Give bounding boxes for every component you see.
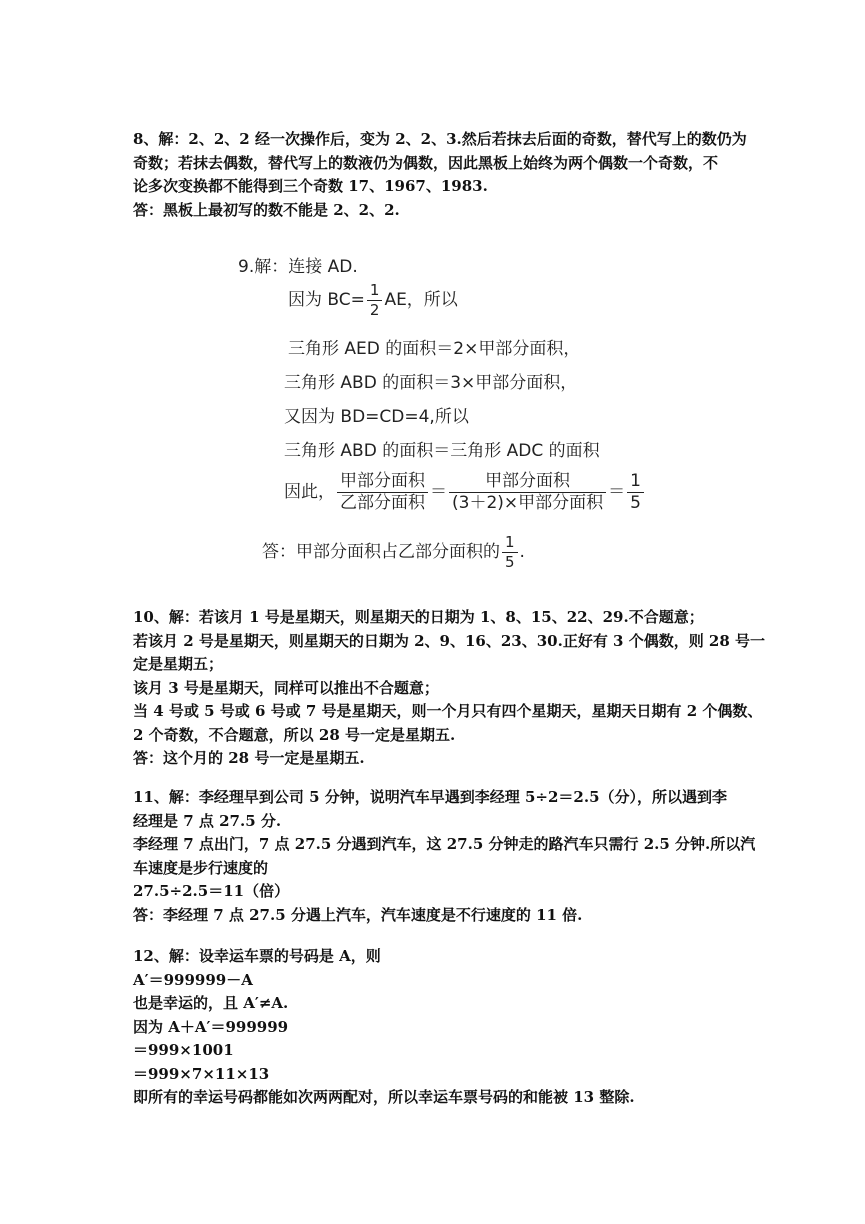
q9-line-2 <box>288 282 458 318</box>
q10-line: 2 个奇数，不合题意，所以 28 号一定是星期五. <box>133 725 456 744</box>
fraction-numerator: 1 <box>367 282 383 301</box>
q9-line-3: 三角形 AED 的面积＝2×甲部分面积， <box>288 339 581 359</box>
q9-line-5: 又因为 BD=CD=4,所以 <box>284 407 469 427</box>
q11-solution <box>133 786 756 927</box>
q8-line: 8、解：2、2、2 经一次操作后，变为 2、2、3.然后若抹去后面的奇数，替代写上的数仍为 <box>133 130 747 148</box>
fraction-denominator: 乙部分面积 <box>340 492 425 513</box>
q9-line-7-pre: 因此， <box>284 482 335 503</box>
q12-line: 也是幸运的，且 A′≠A. <box>133 994 289 1012</box>
fraction-ratio <box>337 472 428 512</box>
fraction-one-half <box>367 282 383 318</box>
q12-line: 因为 A＋A′＝999999 <box>133 1017 289 1036</box>
q12-solution <box>133 945 743 1110</box>
q8-line: 答：黑板上最初写的数不能是 2、2、2. <box>133 200 400 219</box>
q9-answer-text: 答：甲部分面积占乙部分面积的 <box>262 542 500 562</box>
q11-line: 李经理 7 点出门，7 点 27.5 分遇到汽车，这 27.5 分钟走的路汽车只需行 2.5 分钟.所以汽 <box>133 835 756 853</box>
q11-line: 答：李经理 7 点 27.5 分遇上汽车，汽车速度是不行速度的 11 倍. <box>133 905 583 924</box>
q11-line: 11、解：李经理早到公司 5 分钟，说明汽车早遇到李经理 5÷2＝2.5（分），所以遇到李 <box>133 788 728 806</box>
q9-solution-image <box>238 252 641 582</box>
q12-line: A′＝999999－A <box>133 970 253 989</box>
q9-line-4: 三角形 ABD 的面积＝3×甲部分面积， <box>284 373 578 393</box>
q9-answer-period: . <box>519 542 525 562</box>
fraction-expanded <box>449 472 606 512</box>
fraction-numerator: 甲部分面积 <box>449 472 606 493</box>
fraction-denominator: 5 <box>505 552 515 571</box>
q9-line-2-pre: 因为 BC= <box>288 290 365 310</box>
equals-sign: ＝ <box>608 482 626 503</box>
q10-line: 答：这个月的 28 号一定是星期五. <box>133 749 365 767</box>
q10-line: 定是星期五； <box>133 655 224 673</box>
fraction-answer <box>502 534 518 570</box>
fraction-denominator: (3＋2)×甲部分面积 <box>452 492 604 513</box>
q11-line: 经理是 7 点 27.5 分. <box>133 811 282 830</box>
fraction-denominator: 5 <box>630 492 641 513</box>
q10-solution <box>133 606 766 771</box>
q8-line: 奇数；若抹去偶数，替代写上的数液仍为偶数，因此黑板上始终为两个偶数一个奇数，不 <box>133 153 719 172</box>
q12-line: ＝999×7×11×13 <box>133 1064 270 1083</box>
equals-sign: ＝ <box>430 482 447 503</box>
q9-line-7 <box>284 472 646 512</box>
q10-line: 10、解：若该月 1 号是星期天，则星期天的日期为 1、8、15、22、29.不合题意； <box>133 608 704 626</box>
fraction-denominator: 2 <box>369 300 380 319</box>
q9-answer <box>262 534 525 570</box>
q9-line-2-post: AE，所以 <box>384 290 458 310</box>
q10-line: 该月 3 号是星期天，同样可以推出不合题意； <box>133 678 439 697</box>
fraction-numerator: 1 <box>502 534 518 553</box>
fraction-numerator: 甲部分面积 <box>337 472 428 493</box>
q8-solution <box>133 128 747 222</box>
q11-line: 车速度是步行速度的 <box>133 858 269 877</box>
q9-line-6: 三角形 ABD 的面积＝三角形 ADC 的面积 <box>284 441 600 461</box>
q10-line: 当 4 号或 5 号或 6 号或 7 号是星期天，则一个月只有四个星期天，星期天日期有 2 个偶数、 <box>133 702 763 720</box>
q10-line: 若该月 2 号是星期天，则星期天的日期为 2、9、16、23、30.正好有 3 个偶数，则 28 号一 <box>133 631 766 650</box>
q9-line-1: 9.解：连接 AD. <box>238 257 358 277</box>
fraction-result <box>627 472 644 512</box>
q11-line: 27.5÷2.5＝11（倍） <box>133 882 290 900</box>
fraction-numerator: 1 <box>627 472 644 493</box>
q8-line: 论多次变换都不能得到三个奇数 17、1967、1983. <box>133 177 488 195</box>
q12-line: 12、解：设幸运车票的号码是 A，则 <box>133 947 381 965</box>
q12-line: 即所有的幸运号码都能如次两两配对，所以幸运车票号码的和能被 13 整除. <box>133 1088 635 1106</box>
q12-line: ＝999×1001 <box>133 1041 234 1059</box>
